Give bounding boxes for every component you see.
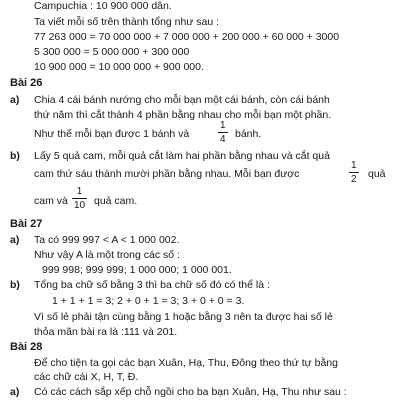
bai26-a-tail: bánh. — [235, 128, 262, 140]
bai28-line1: Để cho tiện ta gọi các bạn Xuân, Hạ, Thu, Đông theo thứ tự bằng — [34, 357, 338, 369]
intro-campuchia: Campuchia : 10 900 000 dân. — [34, 0, 172, 12]
fraction-denominator: 4 — [220, 134, 226, 145]
fraction-bar — [72, 198, 87, 199]
intro-equation-1: 77 263 000 = 70 000 000 + 7 000 000 + 200 000 + 60 000 + 3000 — [34, 31, 340, 43]
bai26-a-line2: thứ năm thì cắt thành 4 phần bằng nhau cho mỗi bạn một phần. — [34, 109, 332, 121]
fraction-denominator: 10 — [74, 200, 86, 211]
bai26-a-label: a) — [10, 94, 20, 106]
bai27-b-line2: 1 + 1 + 1 = 3; 2 + 0 + 1 = 3; 3 + 0 + 0 = 3. — [52, 295, 245, 307]
bai27-title: Bài 27 — [10, 218, 43, 230]
bai27-b-line3: Vì số lẻ phải tận cùng bằng 1 hoặc bằng 3 nên ta được hai số lẻ — [34, 311, 333, 323]
bai27-b-label: b) — [10, 279, 20, 291]
bai26-b-label: b) — [10, 150, 20, 162]
bai27-a-label: a) — [10, 234, 20, 246]
bai28-line2: các chữ cái X, H, T, Đ. — [34, 371, 139, 383]
bai26-b-line3-tail: quả cam. — [94, 195, 138, 207]
fraction-numerator: 1 — [351, 160, 357, 171]
bai26-a-line1: Chia 4 cái bánh nướng cho mỗi bạn một cái bánh, còn cái bánh — [34, 94, 330, 106]
bai27-b-line4: thỏa mãn bài ra là :111 và 201. — [34, 326, 178, 338]
bai28-title: Bài 28 — [10, 341, 43, 353]
fraction-denominator: 2 — [351, 174, 357, 185]
intro-lead: Ta viết mỗi số trên thành tổng như sau : — [34, 16, 220, 28]
bai26-b-fraction-half — [349, 160, 359, 185]
bai26-title: Bài 26 — [10, 77, 43, 89]
intro-equation-3: 10 900 000 = 10 000 000 + 900 000. — [34, 61, 204, 73]
intro-equation-2: 5 300 000 = 5 000 000 + 300 000 — [34, 46, 190, 58]
bai27-a-line3: 999 998; 999 999; 1 000 000; 1 000 001. — [42, 264, 232, 276]
bai26-a-fraction — [218, 120, 228, 145]
bai28-a-line1: Có các cách sắp xếp chỗ ngồi cho ba bạn Xuân, Hạ, Thu như sau : — [34, 386, 347, 398]
bai26-a-line3: Như thế mỗi bạn được 1 bánh và — [34, 128, 190, 140]
bai26-b-line1: Lấy 5 quả cam, mỗi quả cắt làm hai phần bằng nhau và cắt quả — [34, 150, 330, 162]
bai28-a-label: a) — [10, 386, 20, 398]
bai26-b-line2-tail: quả — [368, 168, 386, 180]
fraction-numerator: 1 — [220, 120, 226, 131]
bai26-b-line2: cam thứ sáu thành mười phần bằng nhau. Mỗi bạn được — [34, 168, 300, 180]
fraction-bar — [349, 172, 359, 173]
bai27-b-line1: Tổng ba chữ số bằng 3 thì ba chữ số đó có thể là : — [34, 279, 270, 291]
bai26-b-fraction-tenth — [72, 186, 87, 211]
fraction-bar — [218, 132, 228, 133]
fraction-numerator: 1 — [76, 186, 83, 197]
bai26-b-line3-pre: cam và — [34, 195, 68, 207]
bai27-a-line2: Như vậy A là một trong các số : — [34, 249, 180, 261]
bai27-a-line1: Ta có 999 997 < A < 1 000 002. — [34, 234, 180, 246]
